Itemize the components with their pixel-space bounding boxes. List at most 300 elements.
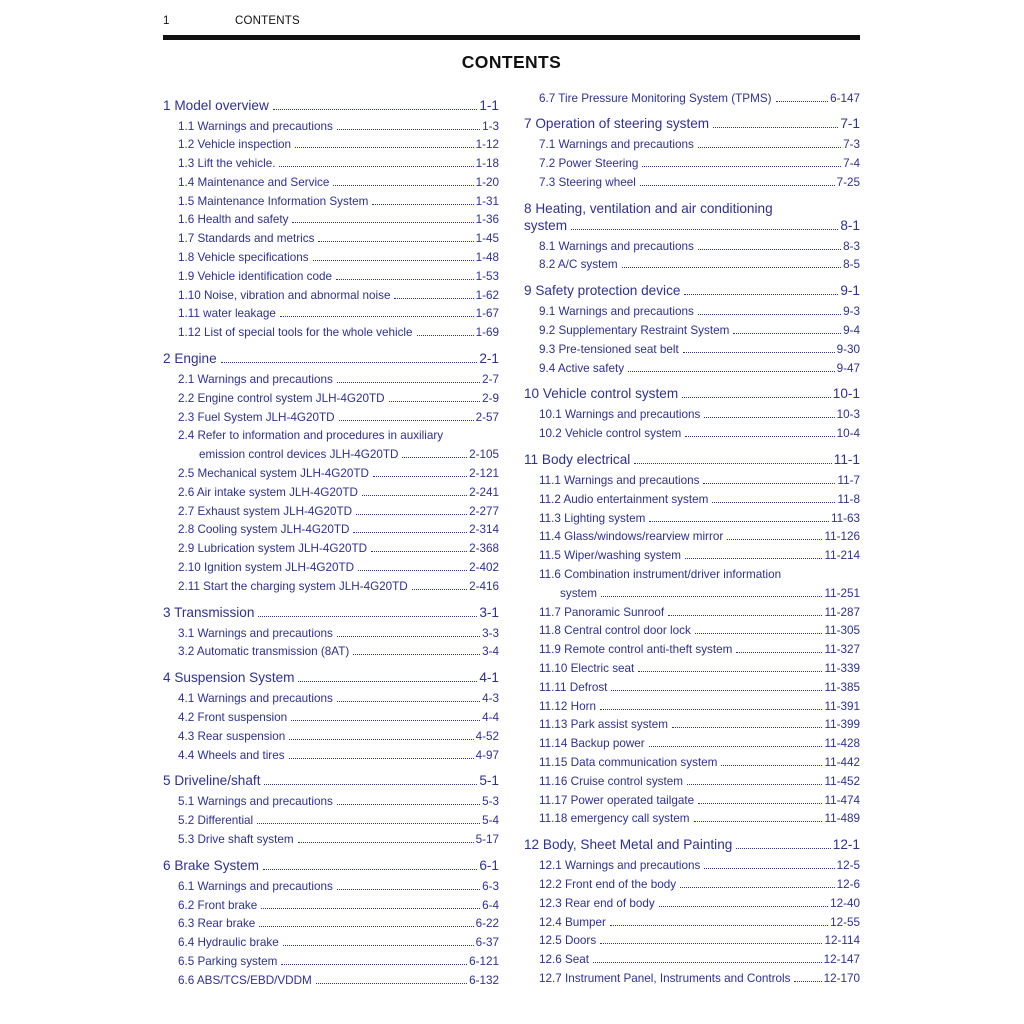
dotted-leader (649, 521, 829, 522)
toc-entry-label: 6.1 Warnings and precautions (178, 879, 333, 893)
toc-entry-label: 4.4 Wheels and tires (178, 748, 285, 762)
dotted-leader (279, 166, 473, 167)
toc-entry-label: 2.5 Mechanical system JLH-4G20TD (178, 467, 369, 481)
toc-entry-label: 2.3 Fuel System JLH-4G20TD (178, 410, 335, 424)
toc-entry-row (539, 472, 860, 491)
toc-entry-label: 1.10 Noise, vibration and abnormal noise (178, 288, 391, 302)
page-ref: 4-3 (482, 692, 499, 706)
toc-entry-label: 11.5 Wiper/washing system (539, 549, 682, 563)
dotted-leader (634, 463, 832, 464)
page-ref: 1-3 (482, 119, 499, 133)
page-ref: 9-1 (840, 283, 860, 299)
page-ref: 11-474 (824, 793, 860, 807)
dotted-leader (257, 823, 480, 824)
toc-entry-label: 1.12 List of special tools for the whole vehicle (178, 326, 413, 340)
page-ref: 1-31 (475, 194, 499, 208)
page-ref: 1-69 (475, 326, 499, 340)
page-ref: 3-1 (479, 604, 499, 620)
page-ref: 4-52 (475, 729, 499, 743)
toc-entry-label: 11.12 Horn (539, 699, 596, 713)
page-ref: 1-36 (475, 213, 499, 227)
dotted-leader (353, 532, 467, 533)
toc-entry-row (539, 792, 860, 811)
toc-chapter-row (163, 604, 499, 621)
toc-chapter-row (163, 669, 499, 686)
page-ref: 10-4 (836, 427, 860, 441)
page-ref: 12-40 (830, 896, 860, 910)
toc-entry-row (178, 249, 499, 268)
dotted-leader (680, 887, 834, 888)
toc-entry-label: system (560, 586, 598, 600)
page-ref: 11-327 (824, 643, 860, 657)
toc-entry-row (178, 230, 499, 249)
page-ref: 2-277 (469, 504, 499, 518)
page-ref: 6-121 (469, 954, 499, 968)
page-ref: 1-18 (475, 157, 499, 171)
dotted-leader (402, 457, 467, 458)
toc-entry-row (178, 484, 499, 503)
page-ref: 12-55 (830, 915, 860, 929)
toc-entry-row (539, 510, 860, 529)
toc-entry-label: 2.6 Air intake system JLH-4G20TD (178, 485, 358, 499)
toc-entry-label: 11.2 Audio entertainment system (539, 492, 709, 506)
toc-entry-row (539, 585, 860, 604)
page-ref: 6-1 (479, 857, 499, 873)
toc-entry-label: 11 Body electrical (524, 452, 631, 468)
toc-entry-label: 7.3 Steering wheel (539, 175, 636, 189)
toc-entry-label: 12.5 Doors (539, 934, 597, 948)
toc-entry-row (539, 932, 860, 951)
page-ref: 8-1 (840, 217, 860, 233)
toc-entry-label: 11.15 Data communication system (539, 756, 718, 770)
toc-entry-row (178, 268, 499, 287)
dotted-leader (273, 109, 478, 110)
toc-entry-row (178, 371, 499, 390)
toc-entry-row (539, 716, 860, 735)
page-ref: 5-4 (482, 814, 499, 828)
toc-entry-label: 6 Brake System (163, 857, 259, 873)
page-ref: 9-3 (843, 305, 860, 319)
dotted-leader (289, 758, 474, 759)
page-ref: 6-132 (469, 973, 499, 987)
toc-entry-row (539, 604, 860, 623)
page-ref: 12-170 (823, 971, 860, 985)
page-ref: 11-251 (824, 586, 860, 600)
toc-entry-row: 11.6 Combination instrument/driver information (539, 568, 782, 582)
toc-entry-label: 2.11 Start the charging system JLH-4G20TD (178, 579, 408, 593)
dotted-leader (698, 803, 822, 804)
toc-entry-label: 12.2 Front end of the body (539, 878, 677, 891)
dotted-leader (736, 848, 830, 849)
toc-entry-label: 6.2 Front brake (178, 898, 258, 912)
toc-chapter-row: 8 Heating, ventilation and air conditioning (524, 200, 773, 216)
toc-entry-label: 2.9 Lubrication system JLH-4G20TD (178, 542, 368, 556)
page-ref: 12-6 (836, 878, 860, 891)
toc-entry-row (539, 698, 860, 717)
toc-entry-label: 11.16 Cruise control system (539, 774, 683, 788)
dotted-leader (611, 690, 822, 691)
toc-entry-label: 11.13 Park assist system (539, 718, 669, 732)
toc-entry-row (178, 446, 499, 465)
toc-entry-row (539, 491, 860, 510)
toc-entry-row (539, 735, 860, 754)
toc-entry-row (178, 465, 499, 484)
page-ref: 5-1 (479, 773, 499, 789)
page-ref: 2-368 (469, 542, 499, 556)
toc-entry-row (178, 503, 499, 522)
toc-entry-label: 12 Body, Sheet Metal and Painting (524, 837, 733, 853)
toc-entry-row (178, 540, 499, 559)
dotted-leader (337, 804, 480, 805)
dotted-leader (337, 129, 480, 130)
page-ref: 1-12 (475, 138, 499, 152)
dotted-leader (642, 166, 841, 167)
toc-entry-label: 10 Vehicle control system (524, 386, 679, 402)
dotted-leader (685, 558, 822, 559)
header-title: CONTENTS (235, 15, 300, 27)
page-ref: 6-3 (482, 879, 499, 893)
dotted-leader (721, 765, 822, 766)
page-ref: 11-452 (824, 774, 860, 788)
toc-entry-row (539, 256, 860, 275)
toc-entry-label: 1.1 Warnings and precautions (178, 119, 333, 133)
toc-entry-row (178, 728, 499, 747)
toc-entry-label: 7 Operation of steering system (524, 116, 710, 132)
dotted-leader (292, 222, 473, 223)
toc-entry-row (539, 660, 860, 679)
toc-entry-label: 2 Engine (163, 351, 217, 367)
dotted-leader (713, 127, 838, 128)
dotted-leader (593, 962, 822, 963)
toc-entry-row (178, 324, 499, 343)
dotted-leader (682, 397, 831, 398)
dotted-leader (571, 229, 838, 230)
dotted-leader (687, 784, 822, 785)
toc-entry-row (539, 951, 860, 970)
dotted-leader (291, 720, 480, 721)
toc-entry-row (178, 193, 499, 212)
toc-entry-label: 8.1 Warnings and precautions (539, 239, 694, 253)
toc-entry-label: 2.1 Warnings and precautions (178, 373, 333, 387)
toc-entry-row (178, 287, 499, 306)
dotted-leader (736, 652, 822, 653)
toc-entry-label: emission control devices JLH-4G20TD (199, 448, 399, 462)
toc-chapter-row (163, 97, 499, 114)
dotted-leader (672, 727, 822, 728)
toc-entry-row (539, 360, 860, 379)
dotted-leader (280, 316, 474, 317)
page-ref: 11-126 (824, 530, 860, 544)
toc-entry-label: 5.3 Drive shaft system (178, 833, 294, 846)
toc-entry-row (178, 747, 499, 766)
dotted-leader (318, 241, 473, 242)
dotted-leader (794, 981, 821, 982)
toc-entry-row (539, 754, 860, 773)
toc-entry-label: 5.1 Warnings and precautions (178, 795, 333, 809)
toc-entry-label: 2.10 Ignition system JLH-4G20TD (178, 561, 355, 575)
dotted-leader (263, 869, 477, 870)
header-rule (163, 35, 860, 40)
dotted-leader (683, 352, 835, 353)
page-ref: 7-3 (843, 138, 860, 152)
page-ref: 7-4 (843, 157, 860, 171)
toc-entry-label: 1.7 Standards and metrics (178, 232, 315, 246)
page-ref: 2-105 (469, 448, 499, 462)
toc-entry-row (539, 406, 860, 425)
toc-entry-row (539, 641, 860, 660)
dotted-leader (313, 260, 474, 261)
toc-entry-row (539, 90, 860, 109)
page-ref: 9-4 (843, 324, 860, 338)
toc-entry-label: system (524, 217, 568, 233)
page-ref: 1-62 (475, 288, 499, 302)
toc-entry-label: 11.18 emergency call system (539, 812, 690, 826)
page-ref: 11-339 (824, 662, 860, 676)
dotted-leader (337, 889, 480, 890)
page-ref: 6-22 (475, 917, 499, 931)
page-ref: 2-416 (469, 579, 499, 593)
toc-entry-label: 9 Safety protection device (524, 283, 681, 299)
page-ref: 11-428 (824, 737, 860, 751)
toc-entry-label: 1.3 Lift the vehicle. (178, 157, 276, 171)
toc-entry-row (539, 876, 860, 895)
page-ref: 5-17 (475, 833, 499, 846)
toc-entry-row (178, 793, 499, 812)
toc-entry-row (178, 521, 499, 540)
dotted-leader (685, 436, 834, 437)
toc-entry-row (178, 643, 499, 662)
page-header (163, 15, 860, 27)
toc-chapter-row (163, 350, 499, 367)
toc-entry-row (539, 857, 860, 876)
dotted-leader (373, 476, 467, 477)
page-ref: 6-147 (830, 91, 860, 105)
page-ref: 4-97 (475, 748, 499, 762)
dotted-leader (336, 279, 474, 280)
dotted-leader (389, 401, 481, 402)
dotted-leader (776, 101, 829, 102)
toc-entry-row (539, 303, 860, 322)
page-ref: 11-287 (824, 605, 860, 619)
document-page (163, 0, 860, 991)
toc-entry-label: 10.1 Warnings and precautions (539, 408, 701, 422)
toc-entry-label: 11.1 Warnings and precautions (539, 474, 700, 488)
toc-entry-label: 11.17 Power operated tailgate (539, 793, 695, 807)
toc-entry-label: 6.5 Parking system (178, 954, 278, 968)
toc-entry-label: 11.7 Panoramic Sunroof (539, 605, 665, 619)
toc-entry-row (178, 915, 499, 934)
page-ref: 1-1 (479, 97, 499, 113)
dotted-leader (261, 908, 480, 909)
toc-entry-label: 1.11 water leakage (178, 307, 276, 321)
toc-chapter-row (524, 217, 860, 234)
dotted-leader (649, 746, 823, 747)
page-ref: 1-67 (475, 307, 499, 321)
toc-entry-row (178, 878, 499, 897)
page-ref: 2-7 (482, 373, 499, 387)
toc-entry-row (539, 341, 860, 360)
page-ref: 1-45 (475, 232, 499, 246)
toc-entry-label: 9.4 Active safety (539, 361, 625, 375)
page-ref: 12-114 (824, 934, 860, 948)
toc-entry-label: 11.4 Glass/windows/rearview mirror (539, 530, 724, 544)
page-ref: 12-1 (832, 837, 860, 853)
dotted-leader (601, 596, 822, 597)
toc-entry-row (178, 559, 499, 578)
page-ref: 2-9 (482, 391, 499, 405)
page-ref: 12-5 (836, 859, 860, 873)
toc-entry-label: 7.1 Warnings and precautions (539, 138, 694, 152)
dotted-leader (417, 335, 474, 336)
toc-entry-row (178, 709, 499, 728)
toc-entry-label: 3 Transmission (163, 604, 255, 620)
toc-entry-row (178, 953, 499, 972)
dotted-leader (600, 943, 822, 944)
toc-entry-label: 9.2 Supplementary Restraint System (539, 324, 730, 338)
page-ref: 11-489 (824, 812, 860, 826)
page-ref: 4-1 (479, 670, 499, 686)
toc-entry-label: 1.4 Maintenance and Service (178, 175, 330, 189)
toc-entry-row (539, 238, 860, 257)
toc-entry-row (178, 136, 499, 155)
toc-entry-row (539, 136, 860, 155)
dotted-leader (283, 945, 474, 946)
page-ref: 3-3 (482, 626, 499, 640)
page-ref: 3-4 (482, 645, 499, 659)
toc-entry-row (539, 970, 860, 989)
toc-entry-row (178, 934, 499, 953)
table-of-contents (163, 90, 860, 991)
toc-entry-label: 9.1 Warnings and precautions (539, 305, 694, 319)
toc-chapter-row (524, 385, 860, 402)
toc-entry-label: 3.1 Warnings and precautions (178, 626, 333, 640)
toc-entry-row (539, 528, 860, 547)
dotted-leader (281, 964, 467, 965)
toc-entry-row (178, 305, 499, 324)
dotted-leader (298, 681, 477, 682)
dotted-leader (622, 267, 842, 268)
page-ref: 10-3 (836, 408, 860, 422)
toc-entry-label: 5.2 Differential (178, 814, 254, 828)
page-ref: 4-4 (482, 711, 499, 725)
page-ref: 2-57 (475, 410, 499, 424)
page-ref: 11-399 (824, 718, 860, 732)
toc-entry-row (178, 118, 499, 137)
page-ref: 2-402 (469, 561, 499, 575)
toc-column-left (163, 90, 499, 991)
toc-entry-label: 4.3 Rear suspension (178, 729, 286, 743)
toc-entry-label: 11.10 Electric seat (539, 662, 635, 676)
toc-entry-label: 11.8 Central control door lock (539, 624, 691, 638)
toc-entry-label: 12.7 Instrument Panel, Instruments and Controls (539, 971, 791, 985)
dotted-leader (698, 249, 841, 250)
page-ref: 2-121 (469, 467, 499, 481)
dotted-leader (221, 362, 478, 363)
page-ref: 2-314 (469, 523, 499, 537)
toc-entry-row (539, 914, 860, 933)
toc-entry-row (539, 425, 860, 444)
toc-entry-label: 11.11 Defrost (539, 680, 608, 694)
dotted-leader (727, 539, 822, 540)
toc-entry-label: 4.2 Front suspension (178, 711, 288, 725)
dotted-leader (640, 185, 835, 186)
toc-entry-label: 6.7 Tire Pressure Monitoring System (TPMS) (539, 91, 772, 105)
toc-entry-label: 4 Suspension System (163, 670, 295, 686)
dotted-leader (698, 147, 841, 148)
page-ref: 2-241 (469, 485, 499, 499)
toc-entry-row (178, 812, 499, 831)
dotted-leader (259, 926, 473, 927)
toc-entry-label: 2.2 Engine control system JLH-4G20TD (178, 391, 385, 405)
toc-entry-row (539, 895, 860, 914)
dotted-leader (628, 371, 834, 372)
toc-entry-row (178, 211, 499, 230)
toc-entry-row (178, 690, 499, 709)
toc-entry-row (178, 390, 499, 409)
page-ref: 1-53 (475, 269, 499, 283)
page-ref: 11-442 (824, 756, 860, 770)
toc-chapter-row (163, 772, 499, 789)
page-ref: 10-1 (832, 386, 860, 402)
toc-column-right (524, 90, 860, 991)
toc-entry-row (539, 547, 860, 566)
dotted-leader (668, 615, 822, 616)
dotted-leader (704, 868, 834, 869)
toc-entry-row (539, 773, 860, 792)
toc-entry-label: 1.6 Health and safety (178, 213, 289, 227)
toc-entry-row (539, 174, 860, 193)
page-ref: 11-63 (830, 511, 860, 525)
toc-entry-label: 12.1 Warnings and precautions (539, 859, 701, 873)
dotted-leader (362, 495, 467, 496)
dotted-leader (337, 382, 480, 383)
dotted-leader (394, 298, 473, 299)
dotted-leader (339, 420, 474, 421)
dotted-leader (638, 671, 822, 672)
dotted-leader (371, 551, 467, 552)
toc-chapter-row (524, 836, 860, 853)
toc-entry-label: 1.8 Vehicle specifications (178, 251, 309, 265)
dotted-leader (704, 417, 834, 418)
toc-entry-label: 10.2 Vehicle control system (539, 427, 682, 441)
dotted-leader (698, 314, 841, 315)
toc-entry-label: 6.4 Hydraulic brake (178, 936, 279, 950)
toc-entry-row (178, 897, 499, 916)
page-ref: 11-7 (837, 474, 860, 488)
dotted-leader (372, 204, 473, 205)
page-ref: 12-147 (823, 953, 860, 967)
toc-entry-label: 3.2 Automatic transmission (8AT) (178, 645, 350, 659)
toc-entry-row (539, 622, 860, 641)
toc-entry-label: 7.2 Power Steering (539, 157, 639, 171)
page-ref: 6-4 (482, 898, 499, 912)
toc-chapter-row (524, 282, 860, 299)
toc-entry-row (178, 972, 499, 991)
dotted-leader (316, 983, 467, 984)
page-ref: 8-3 (843, 239, 860, 253)
dotted-leader (258, 616, 477, 617)
toc-entry-label: 12.3 Rear end of body (539, 896, 655, 910)
dotted-leader (684, 294, 838, 295)
page-ref: 11-305 (824, 624, 860, 638)
page-ref: 7-1 (840, 116, 860, 132)
toc-entry-label: 4.1 Warnings and precautions (178, 692, 333, 706)
dotted-leader (356, 514, 467, 515)
dotted-leader (337, 701, 480, 702)
page-ref: 9-30 (836, 342, 860, 356)
toc-entry-row: 2.4 Refer to information and procedures in auxiliary (178, 429, 444, 443)
toc-entry-label: 2.8 Cooling system JLH-4G20TD (178, 523, 350, 537)
